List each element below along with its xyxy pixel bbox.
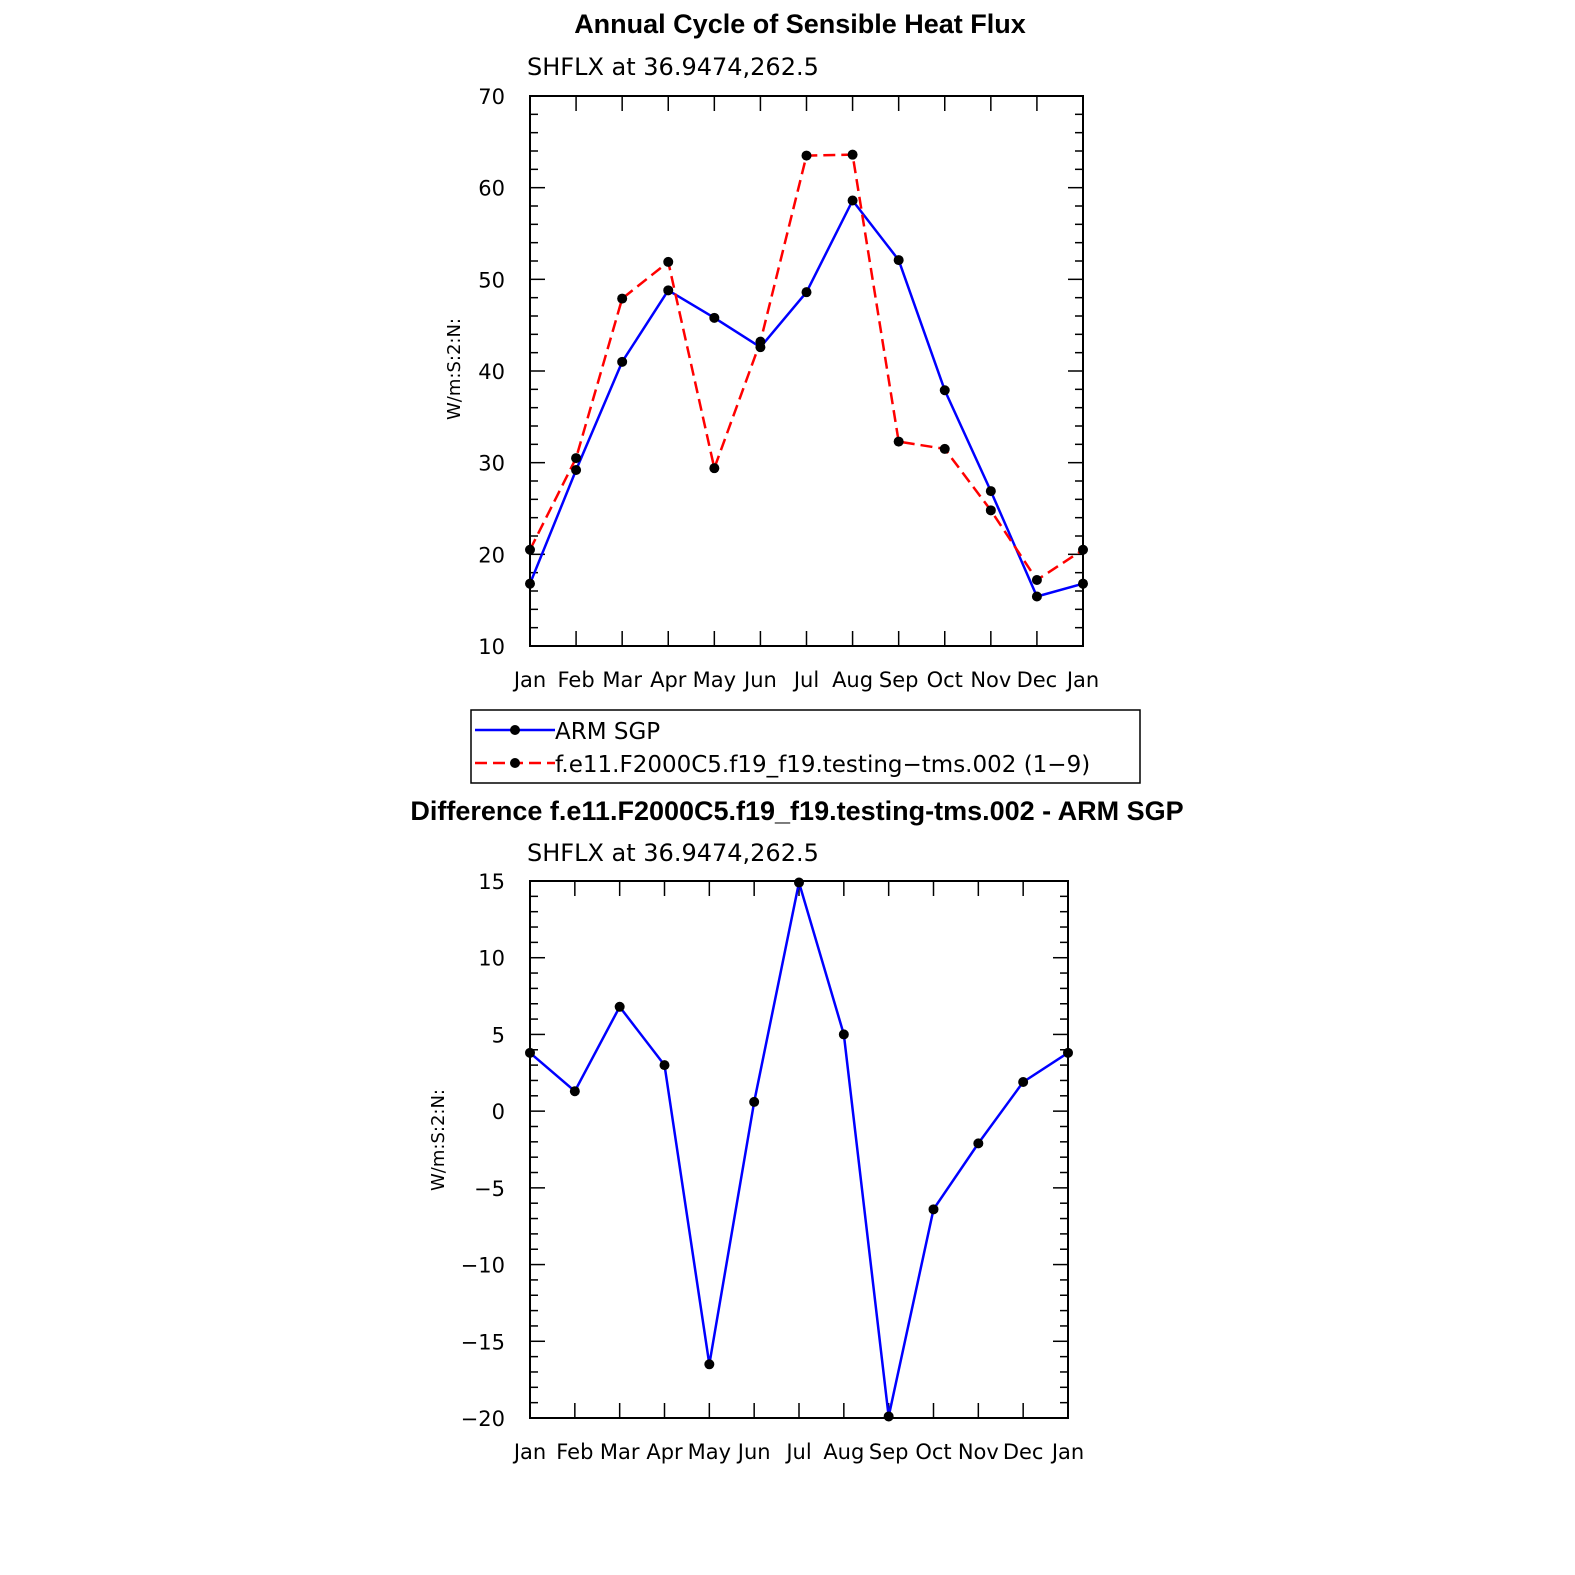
top-chart-series-0-line	[530, 201, 1083, 597]
bottom-chart-series-0-point	[839, 1029, 849, 1039]
top-chart-x-tick-label: Feb	[557, 668, 595, 692]
top-chart-series-1-point	[894, 437, 904, 447]
bottom-chart-series-0-point	[660, 1060, 670, 1070]
bottom-chart-x-tick-label: Aug	[823, 1440, 865, 1464]
top-chart-x-tick-label: Mar	[602, 668, 642, 692]
bottom-chart-series-0-line	[530, 883, 1068, 1417]
legend-marker-model	[510, 758, 520, 768]
top-chart-plot-frame	[530, 96, 1083, 646]
top-chart-y-tick-label: 50	[478, 268, 505, 293]
top-chart-series-1-point	[848, 150, 858, 160]
legend-marker-arm-sgp	[510, 725, 520, 735]
top-chart-title: Annual Cycle of Sensible Heat Flux	[574, 9, 1026, 39]
bottom-chart-series-0-point	[884, 1411, 894, 1421]
top-chart-ylabel: W/m:S:2:N:	[444, 318, 465, 420]
top-chart-series-1-line	[530, 155, 1083, 580]
bottom-chart-title: Difference f.e11.F2000C5.f19_f19.testing-tms.002 - ARM SGP	[410, 796, 1184, 826]
bottom-chart-y-tick-label: −20	[460, 1407, 505, 1431]
top-chart-x-tick-label: Apr	[650, 668, 687, 692]
bottom-chart-x-tick-label: Feb	[556, 1440, 594, 1464]
bottom-chart-plot	[461, 870, 1085, 1464]
top-chart-y-tick-label: 10	[478, 635, 505, 659]
top-chart-series-1-point	[663, 257, 673, 267]
bottom-chart-x-tick-label: Jun	[737, 1440, 771, 1464]
bottom-chart-x-tick-label: Nov	[957, 1440, 999, 1464]
bottom-chart-y-tick-label: 5	[491, 1023, 505, 1048]
top-chart-x-tick-label: Nov	[970, 668, 1012, 692]
top-chart-y-tick-label: 30	[478, 451, 505, 476]
legend-label-model: f.e11.F2000C5.f19_f19.testing−tms.002 (1−9)	[555, 752, 1091, 778]
bottom-chart-x-tick-label: Oct	[915, 1440, 952, 1464]
bottom-chart-series-0-point	[973, 1138, 983, 1148]
bottom-chart-series-0-point	[704, 1359, 714, 1369]
top-chart-y-tick-label: 60	[478, 176, 505, 201]
bottom-chart-plot-frame	[530, 881, 1068, 1418]
top-chart-x-tick-label: Oct	[926, 668, 963, 692]
top-chart-y-tick-label: 40	[478, 360, 505, 384]
bottom-chart-y-tick-label: 15	[478, 870, 505, 894]
top-chart-series-0-point	[571, 465, 581, 475]
bottom-chart-x-tick-label: Sep	[868, 1440, 909, 1464]
bottom-chart-y-tick-label: 0	[491, 1100, 505, 1125]
bottom-chart-x-tick-label: Dec	[1002, 1440, 1044, 1464]
top-chart-x-tick-label: Jul	[793, 668, 820, 692]
bottom-chart-x-tick-label: Jul	[786, 1440, 812, 1464]
bottom-chart-series-0-point	[525, 1048, 535, 1058]
bottom-chart-series-0-point	[929, 1204, 939, 1214]
bottom-chart-subtitle: SHFLX at 36.9474,262.5	[527, 839, 819, 867]
top-chart-series-0-point	[802, 287, 812, 297]
bottom-chart-series-0-point	[570, 1086, 580, 1096]
top-chart-series-0-point	[617, 357, 627, 367]
top-chart-x-tick-label: Aug	[832, 668, 874, 692]
top-chart-series-0-point	[940, 385, 950, 395]
top-chart-series-0-point	[709, 313, 719, 323]
bottom-chart-series-0-point	[1063, 1048, 1073, 1058]
top-chart-series-1-point	[755, 337, 765, 347]
bottom-chart-x-tick-label: Mar	[599, 1440, 640, 1464]
top-chart-series-1-point	[709, 463, 719, 473]
top-chart-subtitle: SHFLX at 36.9474,262.5	[527, 53, 819, 81]
bottom-chart-series-0-point	[749, 1097, 759, 1107]
bottom-chart-x-tick-label: Jan	[1051, 1440, 1085, 1464]
bottom-chart-series-0-point	[615, 1002, 625, 1012]
top-chart-x-tick-label: Jan	[513, 668, 547, 692]
top-chart-x-tick-label: Jan	[1066, 668, 1100, 692]
top-chart-series-0-point	[663, 285, 673, 295]
top-chart-series-0-point	[525, 579, 535, 589]
top-chart-series-0-point	[894, 255, 904, 265]
top-chart-x-tick-label: May	[692, 668, 737, 692]
top-chart-series-0-point	[848, 196, 858, 206]
bottom-chart-y-tick-label: −10	[460, 1253, 505, 1278]
top-chart-series-1-point	[1078, 545, 1088, 555]
top-chart-x-tick-label: Jun	[744, 668, 777, 692]
bottom-chart-series-0-point	[1018, 1077, 1028, 1087]
top-chart-x-tick-label: Dec	[1016, 668, 1058, 692]
bottom-chart-y-tick-label: −15	[460, 1330, 505, 1355]
top-chart-series-1-point	[986, 505, 996, 515]
bottom-chart-y-tick-label: −5	[474, 1176, 505, 1201]
top-chart-series-1-point	[571, 453, 581, 463]
top-chart-series-1-point	[940, 444, 950, 454]
top-chart-series-0-point	[1032, 592, 1042, 602]
bottom-chart-y-tick-label: 10	[478, 946, 505, 971]
legend	[471, 710, 1140, 783]
top-chart-series-0-point	[986, 486, 996, 496]
top-chart-plot	[478, 85, 1099, 692]
top-chart-series-1-point	[1032, 575, 1042, 585]
top-chart-series-1-point	[617, 294, 627, 304]
bottom-chart-x-tick-label: Jan	[513, 1440, 547, 1464]
bottom-chart-ylabel: W/m:S:2:N:	[428, 1089, 449, 1191]
top-chart-series-1-point	[802, 151, 812, 161]
top-chart-series-0-point	[1078, 579, 1088, 589]
bottom-chart-series-0-point	[794, 878, 804, 888]
top-chart-y-tick-label: 70	[478, 85, 505, 109]
top-chart-x-tick-label: Sep	[878, 668, 919, 692]
top-chart-series-1-point	[525, 545, 535, 555]
legend-label-arm-sgp: ARM SGP	[555, 719, 661, 745]
bottom-chart-x-tick-label: May	[687, 1440, 732, 1464]
top-chart-y-tick-label: 20	[478, 543, 505, 568]
bottom-chart-x-tick-label: Apr	[646, 1440, 683, 1464]
